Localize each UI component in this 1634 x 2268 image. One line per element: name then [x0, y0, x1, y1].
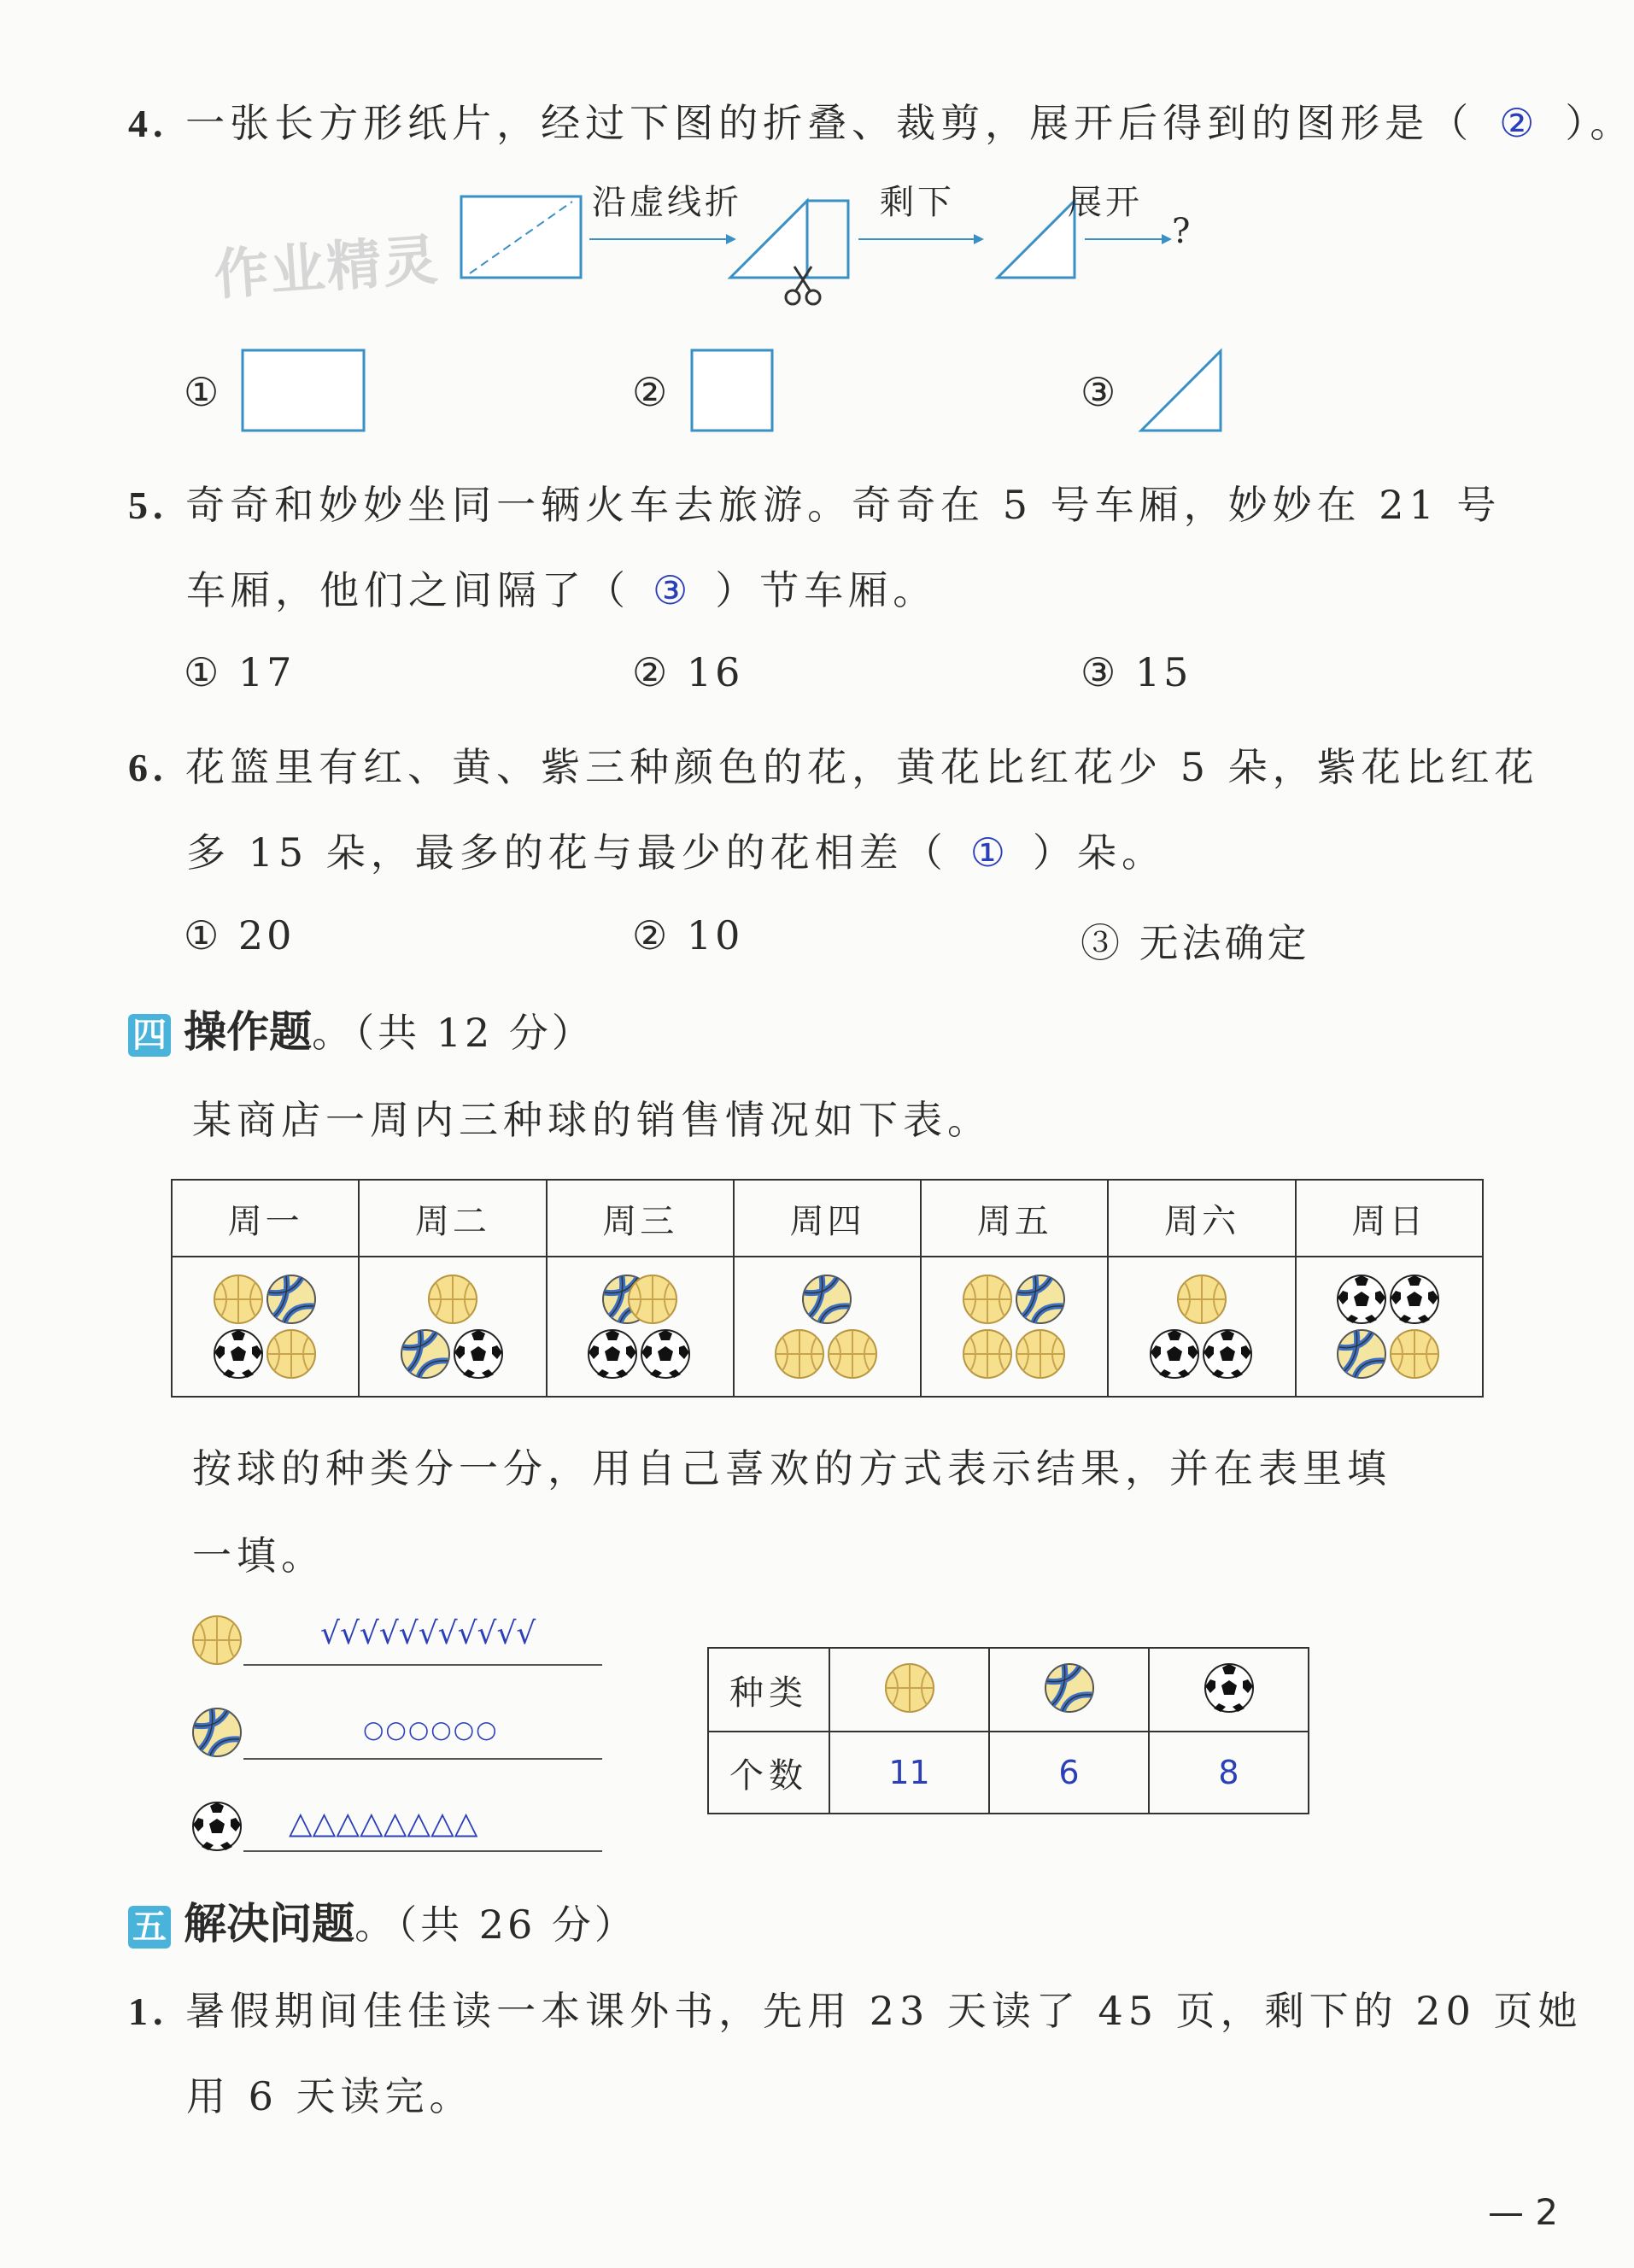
question-number: 6.: [128, 746, 168, 789]
tally-volleyball: ○○○○○○: [363, 1715, 499, 1743]
section-points: 。（共 26 分）: [354, 1902, 637, 1948]
q6-option-2: ② 10: [632, 912, 744, 958]
step-remain-label: 剩下: [880, 183, 955, 222]
question-6-line2: [186, 822, 1166, 878]
header-soccer: [1149, 1648, 1309, 1732]
q5-option-1: ① 17: [184, 649, 296, 695]
day-balls-sun: [1296, 1257, 1483, 1397]
day-header: 周五: [921, 1180, 1108, 1257]
row-label-count: 个数: [708, 1732, 829, 1814]
step-fold-label: 沿虚线折: [592, 183, 742, 222]
ball-count-table: [707, 1647, 1309, 1814]
day-header: 周一: [172, 1180, 359, 1257]
instruction-line1: 按球的种类分一分，用自己喜欢的方式表示结果，并在表里填: [192, 1445, 1391, 1491]
section-badge: 五: [128, 1906, 171, 1949]
question-text: 车厢，他们之间隔了（: [186, 567, 630, 613]
question-text-end: ）节车厢。: [715, 567, 938, 613]
tally-line: [243, 1758, 602, 1760]
problem-1-line2: 用 6 天读完。: [186, 2073, 474, 2119]
question-text: 多 15 朵，最多的花与最少的花相差（: [186, 829, 948, 876]
day-balls-sat: [1108, 1257, 1295, 1397]
day-header: 周二: [359, 1180, 546, 1257]
answer: ③: [653, 567, 694, 613]
section-title: 解决问题: [184, 1899, 355, 1949]
option-1-label: ①: [184, 369, 223, 415]
tally-basketball: √√√√√√√√√√√: [320, 1616, 536, 1651]
page-number: — 2: [1488, 2191, 1559, 2233]
option-1-figure: [241, 349, 369, 434]
question-number: 4.: [128, 102, 168, 145]
option-2-label: ②: [632, 369, 671, 415]
answer: ②: [1499, 100, 1540, 146]
problem-1: [128, 1980, 1582, 2037]
question-5: [128, 474, 1501, 530]
count-basketball: 11: [829, 1732, 989, 1814]
soccer-ball-icon: [190, 1799, 244, 1854]
question-text-end: ）。: [1565, 100, 1634, 146]
section-5-heading: [128, 1890, 637, 1951]
question-5-line2: [186, 560, 937, 616]
question-text-end: ）朵。: [1033, 829, 1167, 876]
option-3-figure: [1139, 349, 1224, 434]
q5-option-3: ③ 15: [1081, 649, 1192, 695]
tally-line: [243, 1664, 602, 1666]
weekly-sales-table: [171, 1179, 1484, 1398]
q6-option-1: ① 20: [184, 912, 296, 958]
watermark: 作业精灵: [212, 228, 442, 308]
header-basketball: [829, 1648, 989, 1732]
day-header: 周日: [1296, 1180, 1483, 1257]
question-text: 一张长方形纸片，经过下图的折叠、裁剪，展开后得到的图形是（: [185, 100, 1474, 146]
option-3-label: ③: [1081, 369, 1120, 415]
day-balls-thu: [734, 1257, 921, 1397]
header-volleyball: [989, 1648, 1149, 1732]
count-soccer: 8: [1149, 1732, 1309, 1814]
day-header: 周六: [1108, 1180, 1295, 1257]
question-6: [128, 736, 1539, 793]
instruction-line2: 一填。: [192, 1533, 325, 1579]
answer: ①: [969, 829, 1011, 876]
basketball-icon: [882, 1661, 937, 1715]
section-title: 操作题: [184, 1007, 313, 1057]
q6-option-3: ③ 无法确定: [1081, 920, 1310, 966]
question-4: [128, 92, 1634, 149]
volleyball-icon: [1042, 1661, 1097, 1715]
day-header: 周四: [734, 1180, 921, 1257]
q5-option-2: ② 16: [632, 649, 744, 695]
day-balls-tue: [359, 1257, 546, 1397]
unknown-mark: ?: [1172, 212, 1191, 251]
day-balls-mon: [172, 1257, 359, 1397]
basketball-icon: [190, 1613, 244, 1667]
question-number: 5.: [128, 483, 168, 527]
question-text: 暑假期间佳佳读一本课外书，先用 23 天读了 45 页，剩下的 20 页她: [185, 1988, 1583, 2034]
tally-soccer: △△△△△△△△: [289, 1806, 478, 1841]
soccer-ball-icon: [1202, 1661, 1256, 1715]
section-points: 。（共 12 分）: [312, 1010, 594, 1056]
row-label-type: 种类: [708, 1648, 829, 1732]
step-unfold-label: 展开: [1068, 183, 1143, 222]
day-header: 周三: [547, 1180, 734, 1257]
question-text: 花篮里有红、黄、紫三种颜色的花，黄花比红花少 5 朵，紫花比红花: [185, 744, 1539, 790]
section-4-heading: [128, 998, 594, 1059]
question-number: 1.: [128, 1990, 168, 2033]
section-4-intro: 某商店一周内三种球的销售情况如下表。: [192, 1097, 992, 1143]
day-balls-fri: [921, 1257, 1108, 1397]
section-badge: 四: [128, 1014, 171, 1057]
volleyball-icon: [190, 1705, 244, 1760]
tally-line: [243, 1850, 602, 1852]
question-text: 奇奇和妙妙坐同一辆火车去旅游。奇奇在 5 号车厢，妙妙在 21 号: [185, 482, 1502, 528]
count-volleyball: 6: [989, 1732, 1149, 1814]
option-2-figure: [690, 349, 776, 434]
day-balls-wed: [547, 1257, 734, 1397]
